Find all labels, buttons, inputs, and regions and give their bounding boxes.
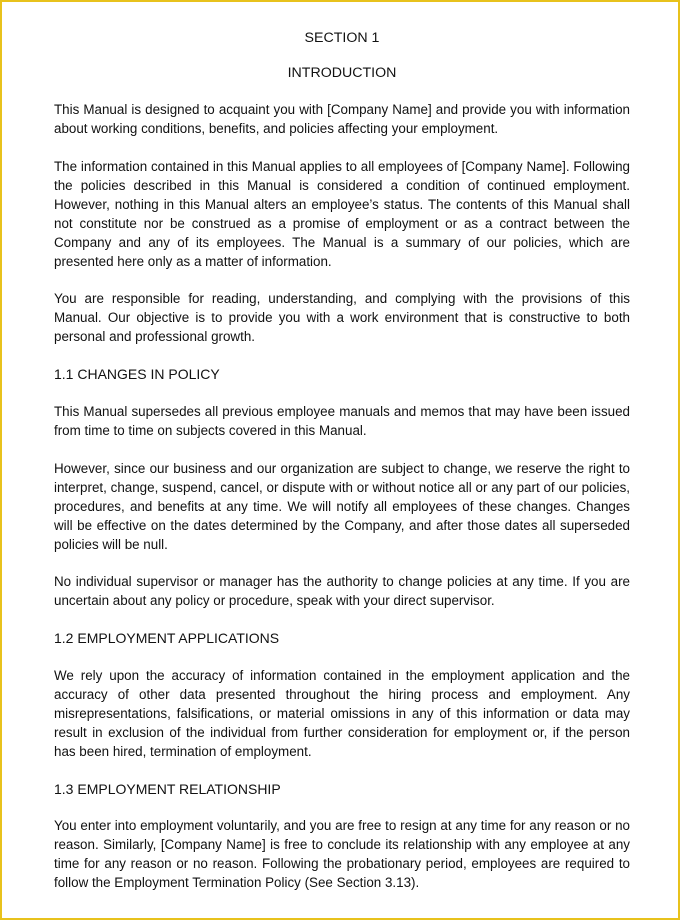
policy-paragraph-1: This Manual supersedes all previous employee manuals and memos that may have been issued from time to time on subjects covered in this Manual. bbox=[54, 404, 630, 438]
applications-paragraph: We rely upon the accuracy of information contained in the employment application and the accuracy of other data presented throughout the hiring process and employment. Any misrepresentations, falsifications, or material omissions in any of this information or data may result in exclusion of the individual from further consideration for employment or, if the person has been hired, termination of employment. bbox=[54, 668, 630, 759]
intro-paragraph-2: The information contained in this Manual applies to all employees of [Company Name]. Following the policies described in this Manual is considered a condition of continued employment. However, nothing in this Manual alters an employee’s status. The contents of this Manual shall not constitute nor be construed as a promise of employment or as a contract between the Company and any of its employees. The Manual is a summary of our policies, which are presented here only as a matter of information. bbox=[54, 159, 630, 269]
policy-paragraph-3: No individual supervisor or manager has the authority to change policies at any time. If you are uncertain about any policy or procedure, speak with your direct supervisor. bbox=[54, 574, 630, 608]
intro-paragraph-1: This Manual is designed to acquaint you with [Company Name] and provide you with information about working conditions, benefits, and policies affecting your employment. bbox=[54, 102, 630, 136]
section-heading-1-1: 1.1 CHANGES IN POLICY bbox=[54, 366, 220, 382]
intro-paragraph-3: You are responsible for reading, understanding, and complying with the provisions of this Manual. Our objective is to provide you with a work environment that is constructive to both personal and professional growth. bbox=[54, 291, 630, 344]
policy-paragraph-2: However, since our business and our organization are subject to change, we reserve the right to interpret, change, suspend, cancel, or dispute with or without notice all or any part of our policies, procedures, and benefits at any time. We will notify all employees of these changes. Changes will be effective on the dates determined by the Company, and after those dates all superseded policies will be null. bbox=[54, 461, 630, 552]
section-heading-1-3: 1.3 EMPLOYMENT RELATIONSHIP bbox=[54, 781, 281, 797]
relationship-paragraph: You enter into employment voluntarily, and you are free to resign at any time for any reason or no reason. Similarly, [Company Name] is free to conclude its relationship with any employee at any time for any reason or no reason. Following the probationary period, employees are required to follow the Employment Termination Policy (See Section 3.13). bbox=[54, 818, 630, 890]
section-heading-1-2: 1.2 EMPLOYMENT APPLICATIONS bbox=[54, 630, 280, 646]
section-label: SECTION 1 bbox=[304, 30, 380, 46]
section-title: INTRODUCTION bbox=[287, 65, 397, 81]
